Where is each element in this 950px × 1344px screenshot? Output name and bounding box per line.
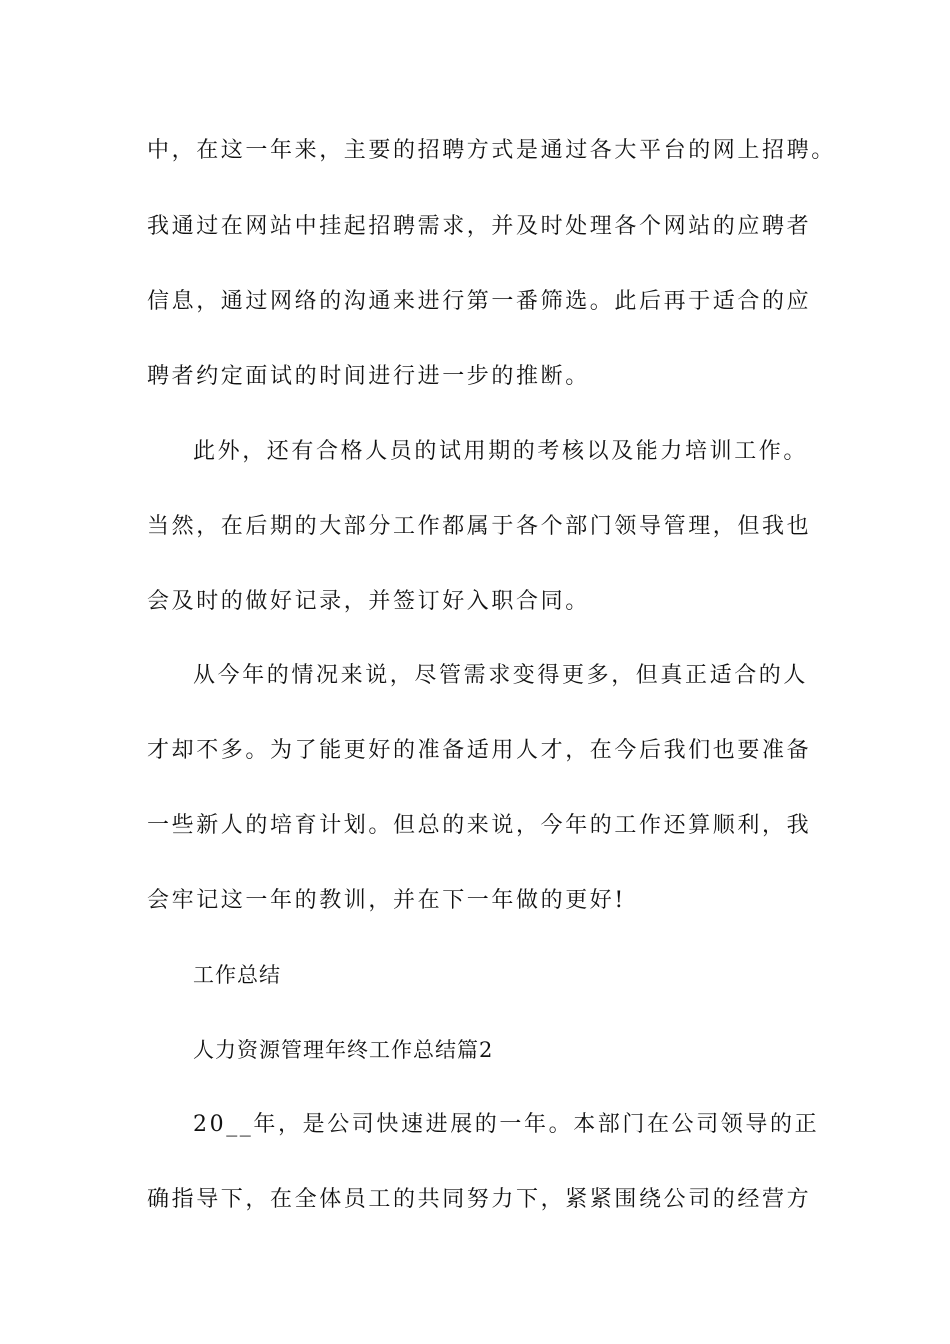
paragraph-line: 会及时的做好记录，并签订好入职合同。 — [147, 589, 590, 614]
paragraph-line: 会牢记这一年的教训，并在下一年做的更好! — [147, 888, 626, 913]
paragraph-line: 聘者约定面试的时间进行进一步的推断。 — [147, 364, 590, 389]
paragraph-line: 此外，还有合格人员的试用期的考核以及能力培训工作。 — [193, 439, 809, 464]
paragraph-line: 20__年，是公司快速进展的一年。本部门在公司领导的正 — [193, 1112, 820, 1137]
paragraph-line: 当然，在后期的大部分工作都属于各个部门领导管理，但我也 — [147, 514, 812, 539]
paragraph-line: 一些新人的培育计划。但总的来说，今年的工作还算顺利，我 — [147, 813, 812, 838]
paragraph-line: 信息，通过网络的沟通来进行第一番筛选。此后再于适合的应 — [147, 289, 812, 314]
paragraph-line: 确指导下，在全体员工的共同努力下，紧紧围绕公司的经营方 — [147, 1187, 812, 1212]
paragraph-line: 从今年的情况来说，尽管需求变得更多，但真正适合的人 — [193, 663, 809, 688]
paragraph-line: 我通过在网站中挂起招聘需求，并及时处理各个网站的应聘者 — [147, 214, 812, 239]
paragraph-line: 才却不多。为了能更好的准备适用人才，在今后我们也要准备 — [147, 738, 812, 763]
section-title: 人力资源管理年终工作总结篇2 — [193, 1038, 494, 1062]
section-heading: 工作总结 — [193, 963, 281, 987]
paragraph-line: 中，在这一年来，主要的招聘方式是通过各大平台的网上招聘。 — [147, 138, 836, 163]
